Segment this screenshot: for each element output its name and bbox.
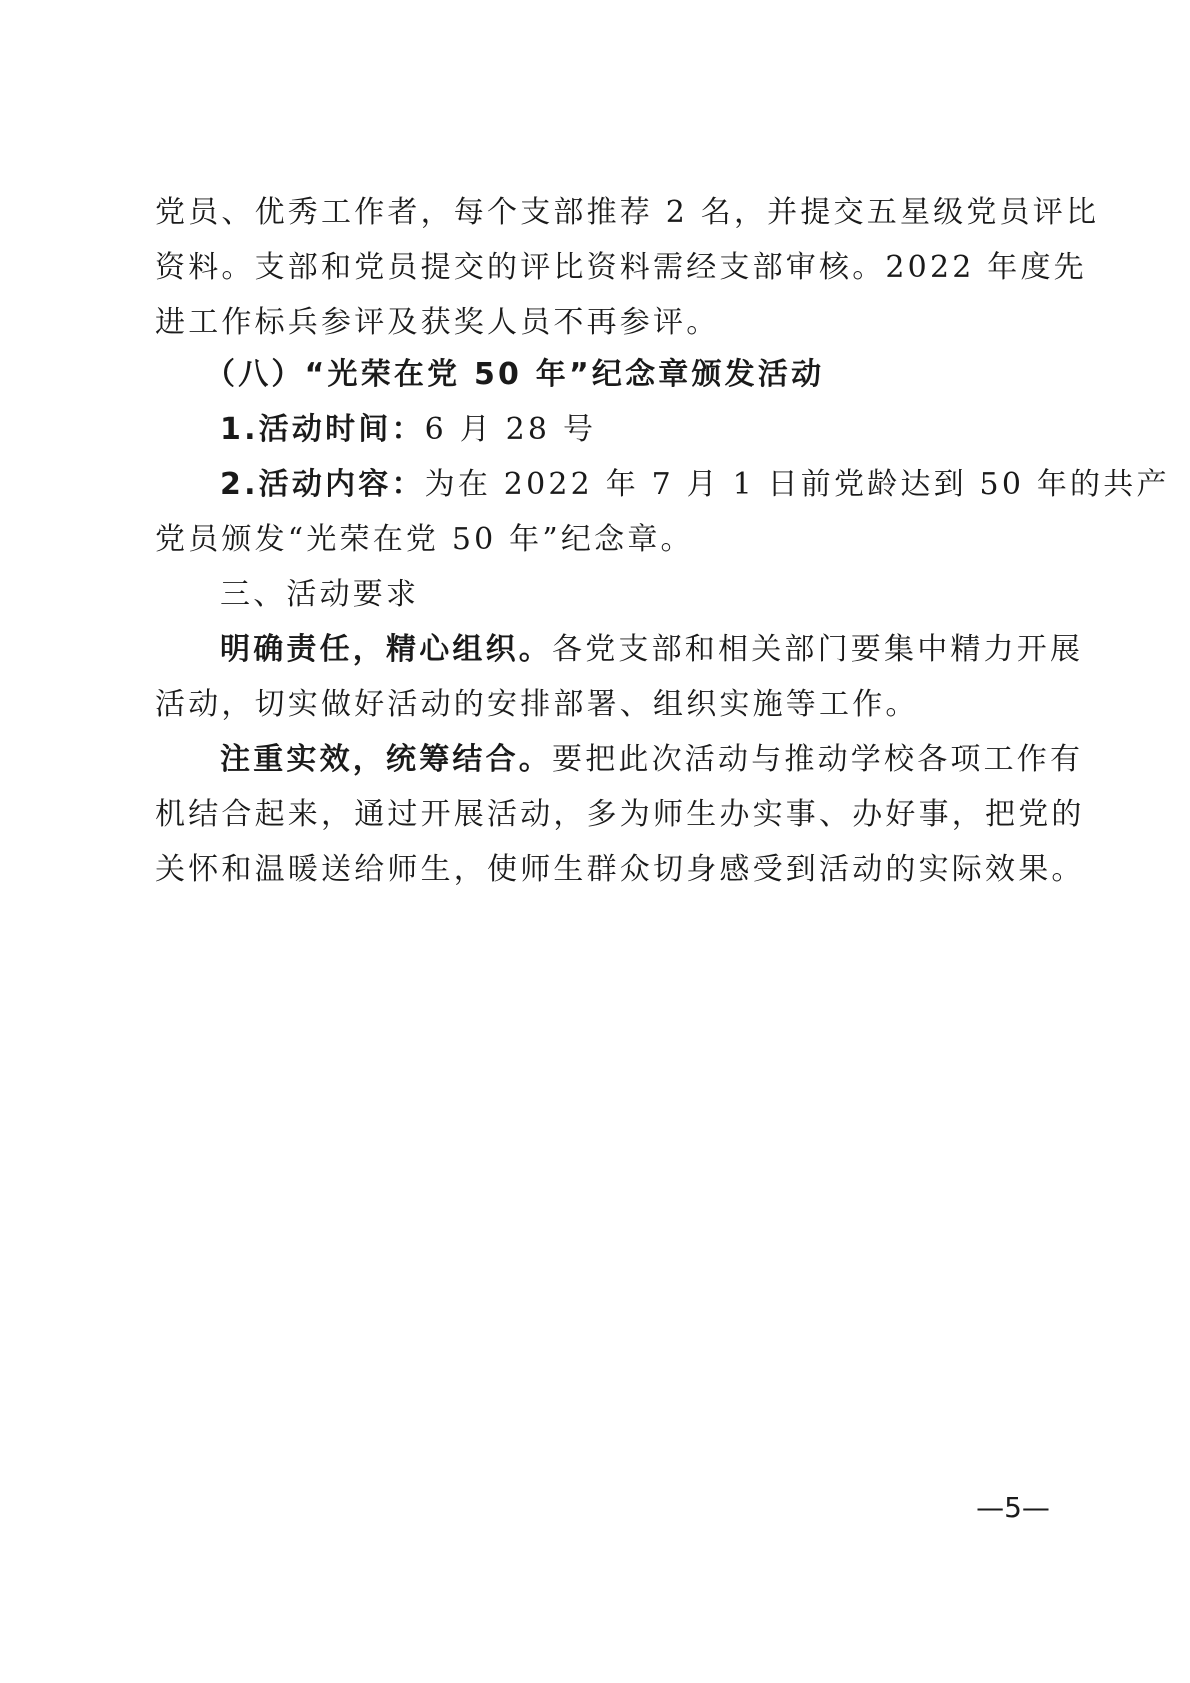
para-2-text: 要把此次活动与推动学校各项工作有 bbox=[552, 742, 1084, 777]
body-line-2: 资料。支部和党员提交的评比资料需经支部审核。2022 年度先 bbox=[155, 250, 1087, 285]
para-1-line-1 bbox=[220, 622, 1084, 678]
item-1-value: 6 月 28 号 bbox=[424, 412, 597, 447]
para-2-line-1 bbox=[220, 732, 1084, 788]
para-1-line-2: 活动，切实做好活动的安排部署、组织实施等工作。 bbox=[155, 687, 919, 722]
para-2-line-3: 关怀和温暖送给师生，使师生群众切身感受到活动的实际效果。 bbox=[155, 852, 1085, 887]
section-8-heading: （八）“光荣在党 50 年”纪念章颁发活动 bbox=[205, 357, 825, 392]
para-1-text: 各党支部和相关部门要集中精力开展 bbox=[552, 632, 1084, 667]
body-line-3: 进工作标兵参评及获奖人员不再参评。 bbox=[155, 305, 720, 340]
item-2-line bbox=[220, 457, 1170, 513]
item-2-value: 为在 2022 年 7 月 1 日前党龄达到 50 年的共产 bbox=[424, 467, 1170, 502]
page-number: —5— bbox=[976, 1491, 1050, 1524]
item-2-label: 2.活动内容： bbox=[220, 467, 425, 502]
item-2-continuation: 党员颁发“光荣在党 50 年”纪念章。 bbox=[155, 522, 694, 557]
para-2-line-2: 机结合起来，通过开展活动，多为师生办实事、办好事，把党的 bbox=[155, 797, 1085, 832]
para-2-lead: 注重实效，统筹结合。 bbox=[220, 742, 552, 777]
para-1-lead: 明确责任，精心组织。 bbox=[220, 632, 552, 667]
body-line-1: 党员、优秀工作者，每个支部推荐 2 名，并提交五星级党员评比 bbox=[155, 195, 1100, 230]
section-3-heading: 三、活动要求 bbox=[220, 577, 420, 612]
item-1-label: 1.活动时间： bbox=[220, 412, 425, 447]
item-1-line bbox=[220, 402, 1045, 458]
